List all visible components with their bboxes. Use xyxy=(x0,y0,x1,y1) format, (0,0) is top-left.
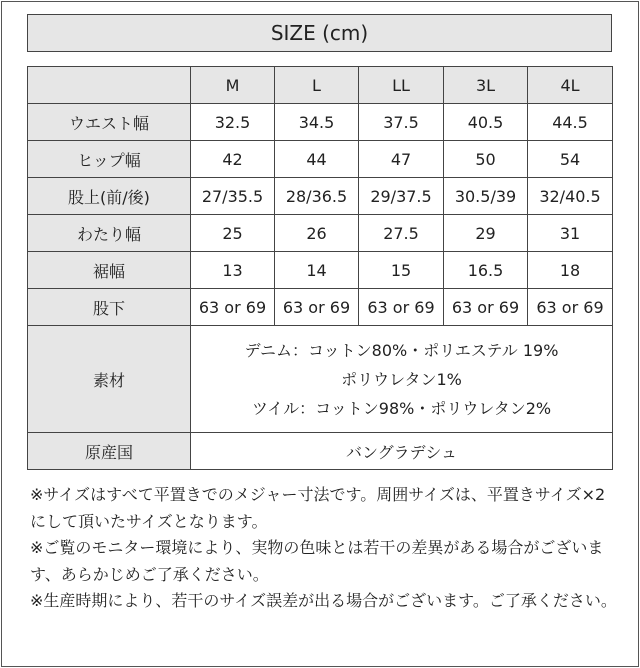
material-line: ツイル：コットン98%・ポリウレタン2% xyxy=(251,398,552,418)
table-cell: 50 xyxy=(444,141,528,178)
table-cell: 37.5 xyxy=(359,104,444,141)
row-label: 裾幅 xyxy=(28,252,191,289)
row-label: わたり幅 xyxy=(28,215,191,252)
table-cell: 28/36.5 xyxy=(275,178,359,215)
origin-label: 原産国 xyxy=(28,433,191,470)
table-cell: 63 or 69 xyxy=(275,289,359,326)
table-cell: 63 or 69 xyxy=(359,289,444,326)
table-cell: 25 xyxy=(191,215,275,252)
row-label: ヒップ幅 xyxy=(28,141,191,178)
notes-section xyxy=(30,482,620,615)
column-header: 4L xyxy=(528,67,613,104)
column-header: L xyxy=(275,67,359,104)
table-cell: 44 xyxy=(275,141,359,178)
table-row xyxy=(28,215,613,252)
table-cell: 63 or 69 xyxy=(191,289,275,326)
size-title xyxy=(27,14,612,52)
table-cell: 63 or 69 xyxy=(528,289,613,326)
corner-cell xyxy=(28,67,191,104)
table-cell: 44.5 xyxy=(528,104,613,141)
table-cell: 15 xyxy=(359,252,444,289)
table-row xyxy=(28,104,613,141)
table-row xyxy=(28,289,613,326)
table-cell: 31 xyxy=(528,215,613,252)
material-cell xyxy=(191,326,613,433)
table-cell: 29/37.5 xyxy=(359,178,444,215)
table-cell: 27.5 xyxy=(359,215,444,252)
table-cell: 34.5 xyxy=(275,104,359,141)
table-cell: 13 xyxy=(191,252,275,289)
row-label: ウエスト幅 xyxy=(28,104,191,141)
table-row xyxy=(28,141,613,178)
table-cell: 63 or 69 xyxy=(444,289,528,326)
table-cell: 54 xyxy=(528,141,613,178)
material-row xyxy=(28,326,613,433)
table-cell: 27/35.5 xyxy=(191,178,275,215)
table-cell: 29 xyxy=(444,215,528,252)
table-cell: 18 xyxy=(528,252,613,289)
note-text: ※生産時期により、若干のサイズ誤差が出る場合がございます。ご了承ください。 xyxy=(30,591,617,610)
size-table xyxy=(27,66,613,470)
material-label: 素材 xyxy=(28,326,191,433)
table-cell: 42 xyxy=(191,141,275,178)
table-cell: 14 xyxy=(275,252,359,289)
table-row xyxy=(28,178,613,215)
size-title-text: SIZE (cm) xyxy=(270,21,369,45)
row-label: 股下 xyxy=(28,289,191,326)
material-line: デニム：コットン80%・ポリエステル 19% xyxy=(244,340,559,360)
column-header: LL xyxy=(359,67,444,104)
table-header-row xyxy=(28,67,613,104)
table-cell: 40.5 xyxy=(444,104,528,141)
column-header: M xyxy=(191,67,275,104)
table-cell: 32.5 xyxy=(191,104,275,141)
column-header: 3L xyxy=(444,67,528,104)
table-row xyxy=(28,252,613,289)
note-text: ※サイズはすべて平置きでのメジャー寸法です。周囲サイズは、平置きサイズ×2にして頂いたサイズとなります。 xyxy=(30,485,606,531)
table-cell: 30.5/39 xyxy=(444,178,528,215)
table-cell: 32/40.5 xyxy=(528,178,613,215)
note-text: ※ご覧のモニター環境により、実物の色味とは若干の差異がある場合がございます、あらかじめご了承ください。 xyxy=(30,538,604,584)
origin-value: バングラデシュ xyxy=(191,433,613,470)
table-cell: 26 xyxy=(275,215,359,252)
material-line: ポリウレタン1% xyxy=(341,369,462,389)
row-label: 股上(前/後) xyxy=(28,178,191,215)
origin-row xyxy=(28,433,613,470)
table-cell: 16.5 xyxy=(444,252,528,289)
table-cell: 47 xyxy=(359,141,444,178)
